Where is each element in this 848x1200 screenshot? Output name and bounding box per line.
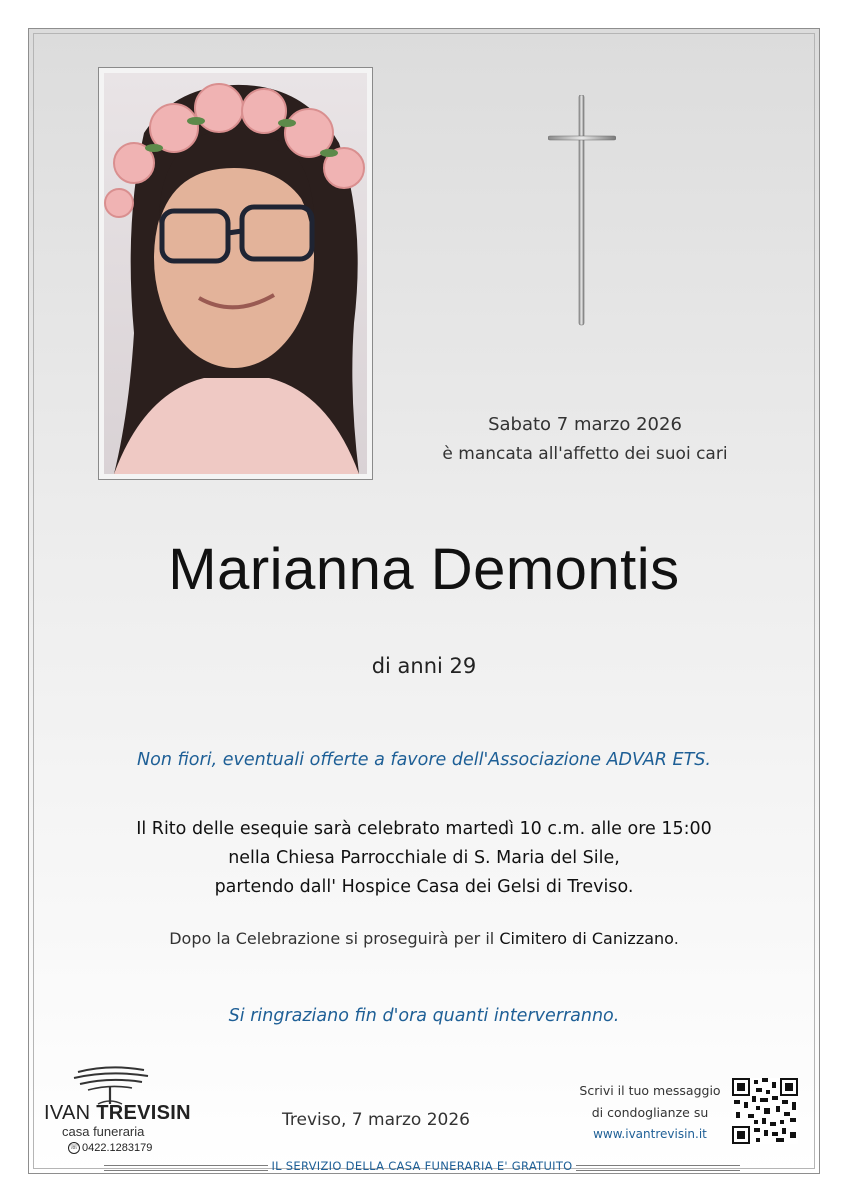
footer-rule-left — [104, 1165, 268, 1171]
burial-suffix: . — [673, 929, 679, 948]
place-and-date: Treviso, 7 marzo 2026 — [282, 1110, 470, 1130]
qr-code-icon[interactable] — [732, 1078, 798, 1144]
ceremony-line-1: Il Rito delle esequie sarà celebrato martedì 10 c.m. alle ore 15:00 — [136, 819, 712, 839]
footer-rule-right — [576, 1165, 740, 1171]
deceased-name: Marianna Demontis — [168, 537, 680, 602]
burial-note — [0, 929, 848, 948]
tree-logo-icon — [70, 1062, 150, 1106]
cross-icon — [548, 95, 616, 327]
ceremony-line-3: partendo dall' Hospice Casa dei Gelsi di Treviso. — [214, 877, 634, 897]
funeral-home-phone[interactable] — [68, 1142, 152, 1154]
cemetery-name: Cimitero di Canizzano — [499, 929, 674, 948]
website-link[interactable]: www.ivantrevisin.it — [593, 1127, 707, 1141]
deceased-age: di anni 29 — [371, 654, 477, 678]
funeral-home-name-bold: TREVISIN — [96, 1102, 191, 1124]
portrait-photo — [98, 67, 373, 480]
condolence-line-1: Scrivi il tuo messaggio — [579, 1083, 721, 1098]
donations-note: Non fiori, eventuali offerte a favore dell'Associazione ADVAR ETS. — [137, 750, 711, 770]
footer-note: IL SERVIZIO DELLA CASA FUNERARIA E' GRATUITO — [271, 1159, 573, 1173]
phone-icon: ☏ — [68, 1142, 80, 1154]
funeral-home-subtitle: casa funeraria — [62, 1124, 145, 1139]
funeral-home-name — [44, 1102, 191, 1125]
death-announcement: è mancata all'affetto dei suoi cari — [442, 444, 728, 464]
portrait-image — [104, 73, 367, 474]
condolence-line-2: di condoglianze su — [591, 1105, 709, 1120]
funeral-home-logo — [40, 1062, 200, 1162]
ceremony-line-2: nella Chiesa Parrocchiale di S. Maria del Sile, — [228, 848, 620, 868]
burial-prefix: Dopo la Celebrazione si proseguirà per il — [169, 929, 500, 948]
phone-number: 0422.1283179 — [82, 1142, 153, 1154]
death-date: Sabato 7 marzo 2026 — [488, 414, 682, 435]
thanks-note: Si ringraziano fin d'ora quanti interverranno. — [228, 1006, 620, 1026]
funeral-home-name-light: IVAN — [44, 1102, 97, 1124]
